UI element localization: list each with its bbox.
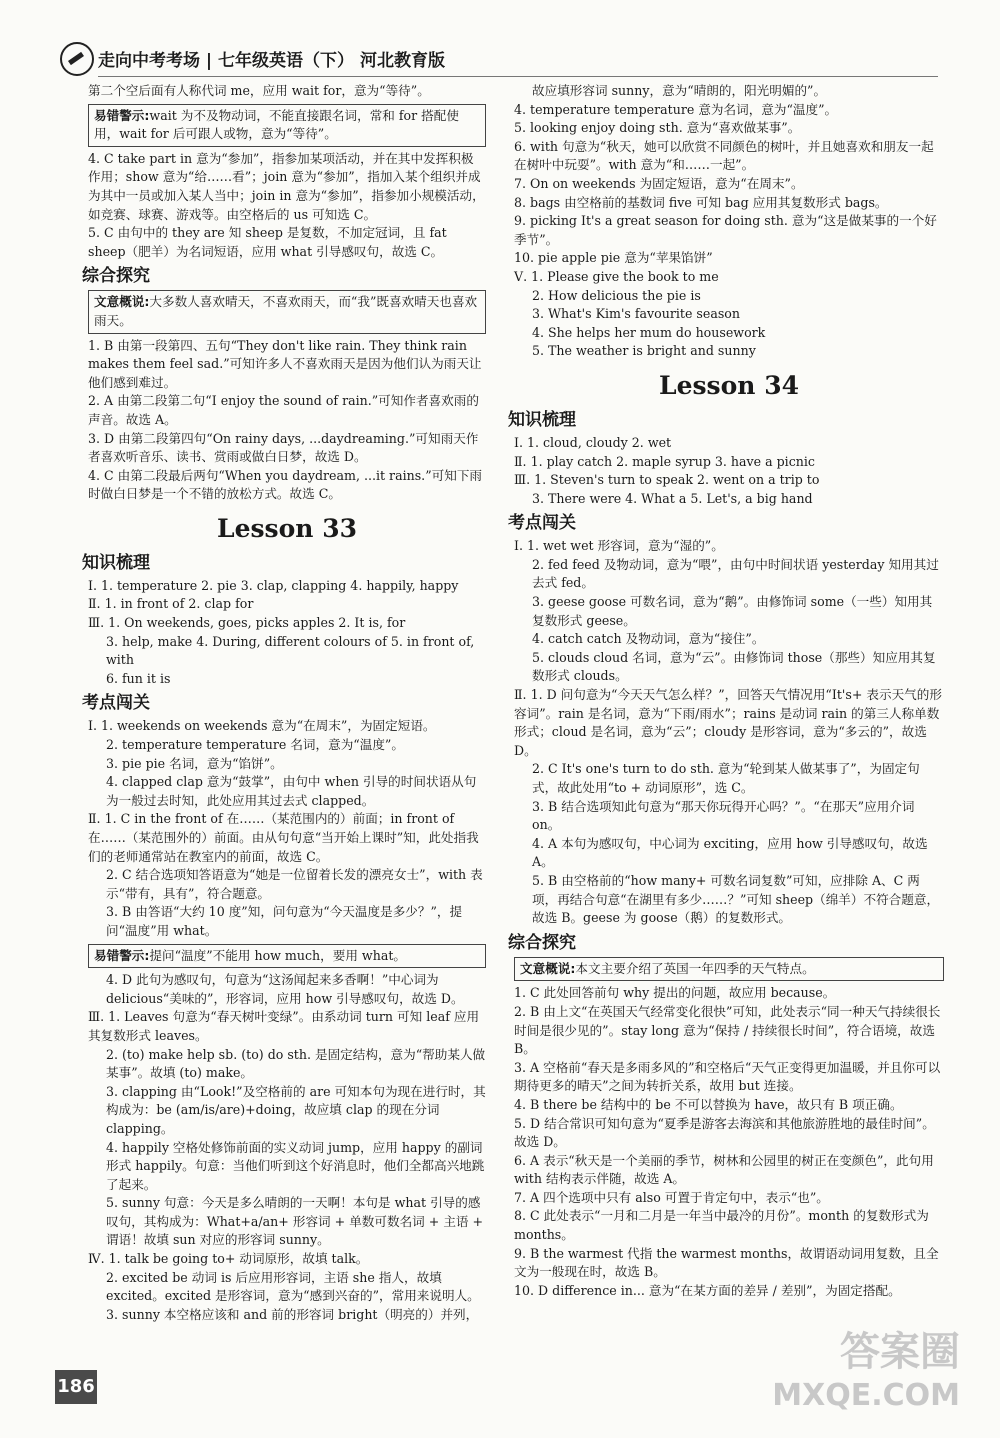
answer-item: 3. A 空格前“春天是多雨多风的”和空格后“天气正变得更加温暖，并且你可以期待更多的晴天”之间为转折关系，故用 but 连接。 [514, 1059, 941, 1094]
answer-item: 6. A 表示“秋天是一个美丽的季节，树林和公园里的树正在变颜色”，此句用 with 结构表示伴随，故选 A。 [514, 1152, 934, 1187]
warning-box [88, 104, 486, 147]
answer-item: Ⅱ. 1. in front of 2. clap for [88, 596, 254, 612]
section-heading: 综合探究 [508, 932, 576, 953]
answer-item: 10. pie apple pie 意为“苹果馅饼” [514, 250, 713, 266]
answer-item: Ⅲ. 1. On weekends, goes, picks apples 2. It is, for [88, 615, 406, 631]
answer-item: 3. There were 4. What a 5. Let's, a big hand [532, 490, 813, 506]
answer-item: 4. clapped clap 意为“鼓掌”，由句中 when 引导的时间状语从句为一般过去时知，此处应用其过去式 clapped。 [106, 774, 477, 808]
answer-item: Ⅴ. 1. Please give the book to me [514, 268, 719, 284]
summary-label: 文意概说: [520, 960, 576, 976]
answer-item: 4. catch catch 及物动词，意为“接住”。 [532, 631, 765, 647]
answer-item: 4. B there be 结构中的 be 不可以替换为 have，故只有 B 项正确。 [514, 1096, 903, 1112]
summary-label: 文意概说: [94, 294, 150, 310]
warning-box [88, 944, 486, 969]
logo-icon [60, 42, 94, 76]
section-heading: 知识梳理 [82, 552, 150, 573]
answer-item: 3. B 由答语“大约 10 度”知，问句意为“今天温度是多少？”，提问“温度”用 what。 [106, 904, 463, 938]
answer-item: 4. A 本句为感叹句，中心词为 exciting，应用 how 引导感叹句，故选 A。 [532, 835, 928, 870]
answer-item: 3. B 结合选项知此句意为“那天你玩得开心吗？”。“在那天”应用介词 on。 [532, 798, 915, 833]
header-title: 走向中考考场 | 七年级英语（下） 河北教育版 [98, 51, 445, 71]
answer-item: 9. B the warmest 代指 the warmest months，故谓语动词用复数，且全文为一般现在时，故选 B。 [514, 1245, 939, 1280]
answer-item: 4. C 由第二段最后两句“When you daydream, ...it rains.”可知下雨时做白日梦是一个不错的放松方式。故选 C。 [88, 467, 483, 502]
answer-item: 5. D 结合常识可知句意为“夏季是游客去海滨和其他旅游胜地的最佳时间”。故选 D。 [514, 1115, 935, 1150]
summary-text: 大多数人喜欢晴天，不喜欢雨天，而“我”既喜欢晴天也喜欢雨天。 [94, 294, 478, 328]
answer-item: 2. C It's one's turn to do sth. 意为“轮到某人做某事了”，为固定句式，故此处用“to + 动词原形”，选 C。 [532, 761, 920, 795]
answer-item: 5. C 由句中的 they are 知 sheep 是复数，不加定冠词，且 fat sheep（肥羊）为名词短语，应用 what 引导感叹句，故选 C。 [88, 225, 447, 259]
summary-text: 本文主要介绍了英国一年四季的天气特点。 [575, 960, 815, 976]
answer-item: 7. On on weekends 为固定短语，意为“在周末”。 [514, 175, 804, 191]
answer-item: 2. (to) make help sb. (to) do sth. 是固定结构，意为“帮助某人做某事”。故填 (to) make。 [106, 1046, 486, 1081]
section-heading: 综合探究 [82, 266, 150, 287]
summary-box [514, 957, 944, 982]
answer-item: 5. clouds cloud 名词，意为“云”。由修饰词 those（那些）知应用其复数形式 clouds。 [532, 649, 936, 684]
watermark [772, 1330, 960, 1418]
answer-item: 4. She helps her mum do housework [532, 324, 766, 340]
answer-item: 1. B 由第一段第四、五句“They don't like rain. They think rain makes them feel sad.”可知许多人不喜欢雨天是因为他们认为雨天让他们感到难过。 [88, 337, 482, 390]
watermark-line: 答案圈 [840, 1329, 960, 1375]
answer-item: 7. A 四个选项中只有 also 可置于肯定句中，表示“也”。 [514, 1189, 829, 1205]
warning-label: 易错警示: [94, 107, 150, 123]
answer-item: 2. fed feed 及物动词，意为“喂”，由句中时间状语 yesterday 知用其过去式 fed。 [532, 556, 939, 591]
answer-item: 10. D difference in... 意为“在某方面的差异 / 差别”，为固定搭配。 [514, 1282, 901, 1298]
answer-item: 3. pie pie 名词，意为“馅饼”。 [106, 755, 283, 771]
answer-item: 3. help, make 4. During, different colours of 5. in front of, with [106, 633, 475, 668]
answer-item: 2. C 结合选项知答语意为“她是一位留着长发的漂亮女士”，with 表示“带有，具有”，符合题意。 [106, 867, 483, 901]
watermark-url: MXQE.COM [772, 1378, 960, 1413]
section-heading: 考点闯关 [508, 513, 576, 534]
right-column [508, 82, 944, 1300]
answer-item: 3. sunny 本空格应该和 and 前的形容词 bright（明亮的）并列， [106, 1306, 479, 1322]
answer-item: 2. B 由上文“在英国天气经常变化很快”可知，此处表示“同一种天气持续很长时间是很少见的”。stay long 意为“保持 / 持续很长时间”，符合语境，故选 B。 [514, 1003, 941, 1057]
lesson-title: Lesson 33 [217, 513, 357, 543]
left-column [82, 82, 486, 1324]
warning-text: wait 为不及物动词，不能直接跟名词，常和 for 搭配使用，wait for 后可跟人或物，意为“等待”。 [94, 107, 459, 142]
answer-item: 2. temperature temperature 名词，意为“温度”。 [106, 737, 404, 753]
answer-item: 3. D 由第二段第四句“On rainy days, ...daydreaming.”可知雨天作者喜欢听音乐、读书、赏雨或做白日梦，故选 D。 [88, 430, 479, 465]
answer-item: 2. How delicious the pie is [532, 287, 701, 303]
answer-item: 4. happily 空格处修饰前面的实义动词 jump，应用 happy 的副词形式 happily。句意：当他们听到这个好消息时，他们全都高兴地跳了起来。 [106, 1139, 485, 1192]
answer-item: 8. bags 由空格前的基数词 five 可知 bag 应用其复数形式 bags。 [514, 194, 888, 210]
answer-item: 3. geese goose 可数名词，意为“鹅”。由修饰词 some（一些）知用其复数形式 geese。 [532, 594, 933, 628]
answer-item: Ⅰ. 1. wet wet 形容词，意为“湿的”。 [514, 538, 724, 554]
answer-item: 5. sunny 句意：今天是多么晴朗的一天啊！本句是 what 引导的感叹句，其构成为：What+a/an+ 形容词 + 单数可数名词 + 主语 + 谓语！故填 sun 对应的形容词 sunny。 [106, 1195, 484, 1248]
answer-item: 2. excited be 动词 is 后应用形容词，主语 she 指人，故填 excited。excited 是形容词，意为“感到兴奋的”，常用来说明人。 [106, 1269, 480, 1304]
section-heading: 知识梳理 [508, 409, 576, 430]
answer-item: Ⅱ. 1. D 问句意为“今天天气怎么样？”，回答天气情况用“It's+ 表示天气的形容词”。rain 是名词，意为“下雨/雨水”；rains 是动词 rain 的第三人称单数形式；cloud 是名词，意为“云”；cloudy 是形容词，意为“多云的”，故选 D。 [514, 687, 942, 758]
answer-item: Ⅰ. 1. cloud, cloudy 2. wet [514, 434, 672, 450]
page-header [52, 42, 952, 74]
answer-item: 4. D 此句为感叹句，句意为“这汤闻起来多香啊！”中心词为 delicious“美味的”，形容词，应用 how 引导感叹句，故选 D。 [106, 972, 464, 1006]
text-line: 第二个空后面有人称代词 me，应用 wait for，意为“等待”。 [88, 83, 430, 98]
answer-item: 8. C 此处表示“一月和二月是一年当中最冷的月份”。month 的复数形式为 months。 [514, 1208, 929, 1243]
answer-item: 4. C take part in 意为“参加”，指参加某项活动，并在其中发挥积极作用；show 意为“给……看”；join 意为“参加”，指加入某个组织并成为其中一员或加入某人当中；join in 意为“参加”，指参加小规模活动，如竞赛、球赛、游戏等。由空格后的 us 可知选 C。 [88, 150, 485, 222]
answer-item: Ⅱ. 1. C in the front of 在……（某范围内的）前面；in front of 在……（某范围外的）前面。由从句句意“当开始上课时”知，此处指我们的老师通常站在教室内的前面，故选 C。 [88, 811, 479, 864]
answer-item: Ⅱ. 1. play catch 2. maple syrup 3. have a picnic [514, 453, 815, 469]
answer-item: Ⅲ. 1. Steven's turn to speak 2. went on a trip to [514, 472, 820, 488]
answer-item: 1. C 此处回答前句 why 提出的问题，故应用 because。 [514, 985, 836, 1001]
answer-item: 3. What's Kim's favourite season [532, 306, 740, 322]
answer-item: 6. with 句意为“秋天，她可以欣赏不同颜色的树叶，并且她喜欢和朋友一起在树叶中玩耍”。with 意为“和……一起”。 [514, 138, 934, 173]
header-rule [98, 76, 938, 77]
answer-item: 6. fun it is [106, 670, 171, 686]
summary-box [88, 290, 486, 333]
answer-item: 3. clapping 由“Look!”及空格前的 are 可知本句为现在进行时，其构成为：be (am/is/are)+doing，故应填 clap 的现在分词 clapping。 [106, 1083, 486, 1136]
warning-label: 易错警示: [94, 947, 150, 963]
answer-item: 故应填形容词 sunny，意为“晴朗的，阳光明媚的”。 [532, 83, 827, 98]
answer-item: 9. picking It's a great season for doing sth. 意为“这是做某事的一个好季节”。 [514, 213, 937, 247]
answer-item: 4. temperature temperature 意为名词，意为“温度”。 [514, 101, 838, 117]
answer-item: 5. B 由空格前的“how many+ 可数名词复数”可知，应排除 A、C 两项，再结合句意“在湖里有多少……？”可知 sheep（绵羊）不符合题意，故选 B。geese 为 goose（鹅）的复数形式。 [532, 872, 940, 926]
page-number: 186 [55, 1370, 97, 1404]
answer-item: Ⅰ. 1. weekends on weekends 意为“在周末”，为固定短语。 [88, 718, 436, 734]
answer-item: 5. looking enjoy doing sth. 意为“喜欢做某事”。 [514, 120, 801, 136]
warning-text: 提问“温度”不能用 how much，要用 what。 [149, 947, 406, 963]
answer-item: 5. The weather is bright and sunny [532, 343, 756, 359]
answer-item: Ⅳ. 1. talk be going to+ 动词原形，故填 talk。 [88, 1251, 369, 1267]
section-heading: 考点闯关 [82, 693, 150, 714]
answer-item: Ⅰ. 1. temperature 2. pie 3. clap, clapping 4. happily, happy [88, 577, 459, 593]
answer-item: 2. A 由第二段第二句“I enjoy the sound of rain.”可知作者喜欢雨的声音。故选 A。 [88, 393, 479, 427]
answer-item: Ⅲ. 1. Leaves 句意为“春天树叶变绿”。由系动词 turn 可知 leaf 应用其复数形式 leaves。 [88, 1009, 480, 1043]
lesson-title: Lesson 34 [659, 370, 799, 400]
